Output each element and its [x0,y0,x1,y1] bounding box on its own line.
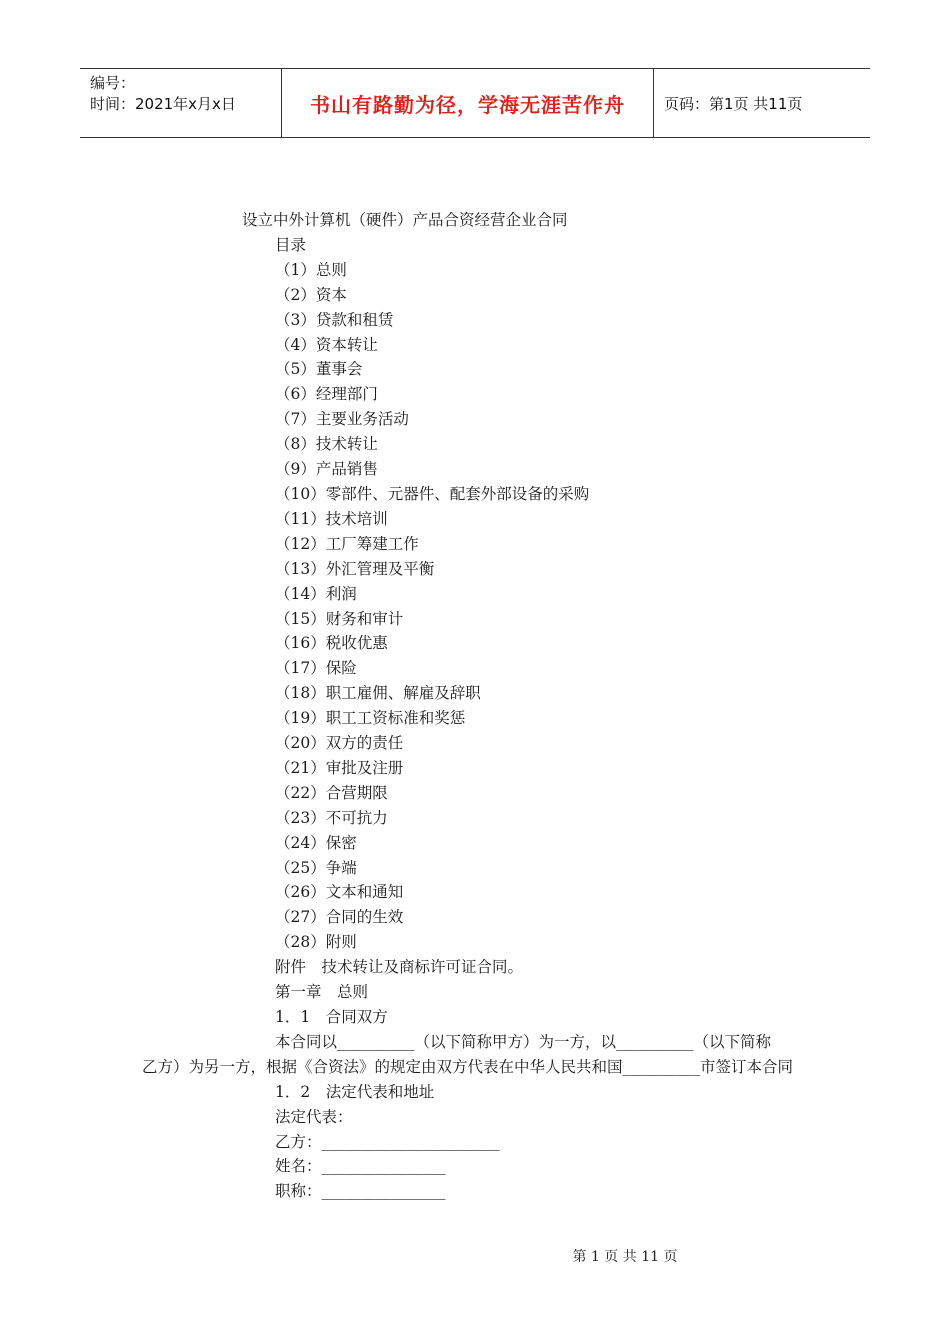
paragraph-first-line: 本合同以__________（以下简称甲方）为一方，以__________（以下简称 [275,1032,772,1051]
toc-item: （7）主要业务活动 [275,410,409,429]
page-header [80,68,870,138]
toc-item: （20）双方的责任 [275,734,404,753]
document-number: 编号： [90,74,136,92]
toc-item: （27）合同的生效 [275,908,404,927]
section-heading: 1．2 法定代表和地址 [275,1082,435,1101]
document-time: 时间：2021年x月x日 [90,95,236,113]
toc-item: （2）资本 [275,285,347,304]
toc-item: （9）产品销售 [275,460,378,479]
header-page-info: 页码：第1页 共11页 [664,94,803,113]
toc-item: （8）技术转让 [275,435,378,454]
toc-item: （19）职工工资标准和奖惩 [275,709,466,728]
contract-paragraph [0,1030,950,1080]
toc-item: （11）技术培训 [275,509,388,528]
toc-item: （18）职工雇佣、解雇及辞职 [275,684,481,703]
table-of-contents [0,258,950,955]
toc-item: （15）财务和审计 [275,609,404,628]
toc-item: （17）保险 [275,659,357,678]
section-heading: 1．1 合同双方 [275,1008,388,1026]
toc-item: （14）利润 [275,584,357,603]
toc-item: （12）工厂筹建工作 [275,534,419,553]
toc-item: （1）总则 [275,260,347,279]
toc-item: （16）税收优惠 [275,634,388,653]
toc-item: （10）零部件、元器件、配套外部设备的采购 [275,484,590,503]
document-title: 设立中外计算机（硬件）产品合资经营企业合同 [242,211,568,229]
document-body [0,208,950,1204]
chapter-heading: 第一章 总则 [275,983,369,1002]
toc-item: （4）资本转让 [275,335,378,354]
footer-page-number: 第 1 页 共 11 页 [572,1249,678,1265]
paragraph-continuation: 乙方）为另一方，根据《合资法》的规定由双方代表在中华人民共和国__________市签订本合同 [142,1057,794,1076]
header-motto: 书山有路勤为径，学海无涯苦作舟 [282,69,654,137]
toc-item: （24）保密 [275,833,357,852]
header-meta [80,69,282,137]
toc-item: （13）外汇管理及平衡 [275,559,435,578]
toc-item: （25）争端 [275,858,357,877]
legal-rep-label: 法定代表： [275,1107,353,1126]
page-footer [0,1246,950,1266]
party-b-field: 乙方：_______________________ [275,1132,500,1151]
toc-item: （5）董事会 [275,360,363,379]
toc-item: （6）经理部门 [275,385,378,404]
attachment-line: 附件 技术转让及商标许可证合同。 [275,958,524,977]
toc-item: （26）文本和通知 [275,883,404,902]
toc-item: （23）不可抗力 [275,808,388,827]
name-field: 姓名：________________ [275,1157,446,1176]
toc-heading: 目录 [275,235,307,254]
toc-item: （3）贷款和租赁 [275,310,394,329]
title-field: 职称：________________ [275,1182,446,1201]
toc-item: （22）合营期限 [275,783,388,802]
toc-item: （28）附则 [275,933,357,952]
toc-item: （21）审批及注册 [275,758,404,777]
